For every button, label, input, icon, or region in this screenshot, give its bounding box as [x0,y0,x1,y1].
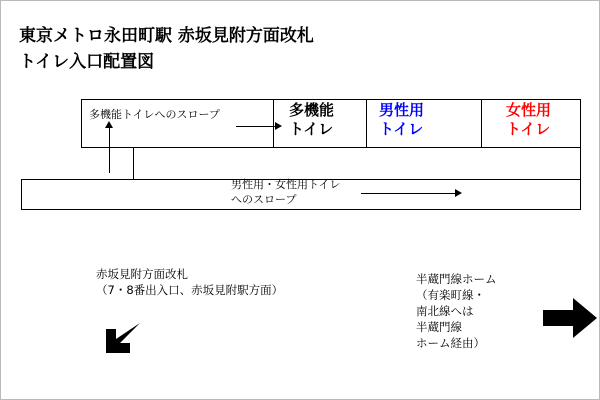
room-label-male-line1: 男性用 [379,101,425,119]
corridor-upper-edge [133,147,581,148]
arrow-right-icon [541,296,599,340]
toilets-slope-label-line1: 男性用・女性用トイレ [231,178,341,191]
room-label-male [379,101,424,139]
page-title-line-2: トイレ入口配置図 [19,52,155,72]
toilets-slope-label [231,177,340,207]
room-label-female [506,101,551,139]
room-label-multipurpose-line2: トイレ [289,120,334,138]
toilets-slope-arrow-head-icon [455,189,462,197]
entry-arrow-shaft [109,127,110,173]
caption-left-line2: （7・8番出入口、赤坂見附駅方面） [96,283,284,297]
page-title-line-1: 東京メトロ永田町駅 赤坂見附方面改札 [19,26,314,46]
room-label-male-line2: トイレ [379,120,424,138]
wall-divider-male-female [481,99,482,147]
wall-top [81,99,581,100]
wall-divider-slope-multi [273,99,274,147]
multipurpose-slope-label: 多機能トイレへのスロープ [89,108,220,121]
floor-plan-diagram [1,81,600,241]
corridor-right-wall [580,147,581,209]
toilets-slope-label-line2: へのスロープ [231,193,297,206]
room-label-female-line1: 女性用 [506,101,552,119]
toilets-slope-arrow-shaft [361,193,456,194]
caption-left-line1: 赤坂見附方面改札 [96,267,188,281]
caption-right-line4: 半蔵門線 [416,320,462,334]
corridor-outer-left-wall [21,179,22,209]
wall-right [580,99,581,147]
caption-left-gate [96,266,283,298]
corridor-left-wall [133,147,134,179]
room-label-multipurpose [289,101,334,139]
corridor-bottom-edge [21,209,581,210]
caption-right-platform [416,271,497,351]
caption-right-line5: ホーム経由） [416,336,485,350]
entry-arrow-head-icon [105,121,113,128]
slope-arrow-shaft [236,126,276,127]
room-label-multipurpose-line1: 多機能 [289,101,335,119]
room-label-female-line2: トイレ [506,120,551,138]
slope-arrow-head-icon [275,122,282,130]
wall-divider-multi-male [366,99,367,147]
caption-right-line3: 南北線へは [416,304,474,318]
wall-slope-left [81,99,82,147]
caption-right-line2: （有楽町線・ [416,288,485,302]
arrow-down-left-icon [96,313,150,367]
caption-right-line1: 半蔵門線ホーム [416,272,497,286]
